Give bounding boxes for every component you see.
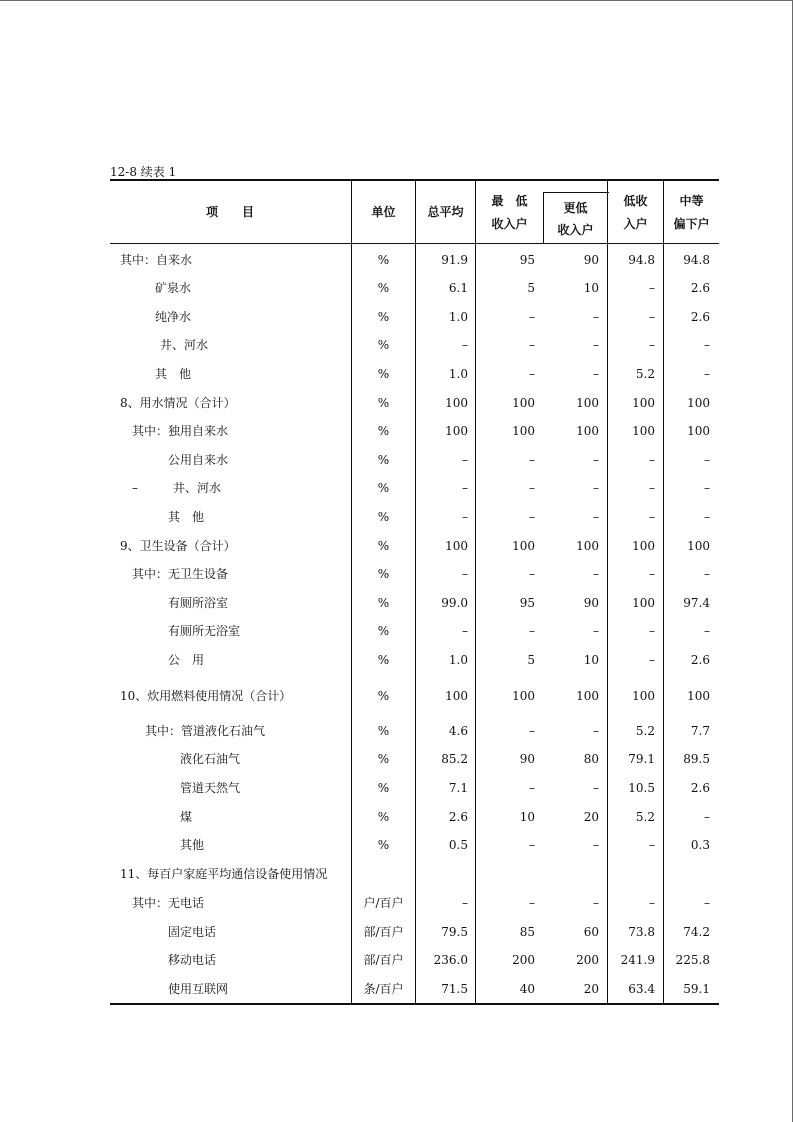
lower-middle-income-value: 225.8 (675, 953, 710, 967)
row-unit: % (377, 338, 390, 352)
lowest-income-value: 5 (527, 281, 535, 295)
low-income-value: 100 (632, 689, 655, 703)
header-low-income-line2: 入户 (623, 217, 648, 231)
row-label: 公 用 (168, 653, 205, 667)
total-average-value: 4.6 (448, 724, 468, 738)
low-income-value: – (649, 624, 655, 638)
low-income-value: 5.2 (635, 724, 655, 738)
total-average-value: – (462, 567, 468, 581)
lowest-income-value: – (529, 310, 535, 324)
row-label: 公用自来水 (168, 453, 229, 467)
lowest-income-value: 40 (519, 982, 535, 996)
total-average-value: 91.9 (441, 253, 468, 267)
row-unit: 户/百户 (363, 896, 404, 910)
lower-middle-income-value: 2.6 (690, 310, 710, 324)
lowest-income-value: – (529, 453, 535, 467)
lowest-income-value: 95 (519, 253, 535, 267)
lower-income-value: – (593, 838, 599, 852)
lower-income-value: – (593, 453, 599, 467)
row-unit: % (377, 567, 390, 581)
lower-middle-income-value: 97.4 (683, 596, 710, 610)
row-unit: % (377, 367, 390, 381)
row-unit: % (377, 281, 390, 295)
row-label: 其中：自来水 (120, 253, 193, 267)
table-row (110, 246, 719, 274)
row-label: 煤 (180, 810, 193, 824)
row-unit: % (377, 838, 390, 852)
row-unit: % (377, 310, 390, 324)
low-income-value: – (649, 310, 655, 324)
table-row (110, 646, 719, 674)
lower-middle-income-value: – (704, 481, 710, 495)
lower-income-value: 60 (583, 925, 599, 939)
row-label: 使用互联网 (168, 982, 229, 996)
row-unit: % (377, 539, 390, 553)
row-label: 其中：管道液化石油气 (145, 724, 266, 738)
row-unit: % (377, 689, 390, 703)
lower-middle-income-value: 2.6 (690, 781, 710, 795)
lower-middle-income-value: 100 (687, 424, 710, 438)
low-income-value: 5.2 (635, 810, 655, 824)
lower-income-value: 100 (576, 424, 599, 438)
lowest-income-value: 90 (519, 752, 535, 766)
low-income-value: – (649, 453, 655, 467)
row-label: 井、河水 (173, 481, 222, 495)
lower-middle-income-value: 100 (687, 539, 710, 553)
lower-middle-income-value: – (704, 567, 710, 581)
lowest-income-value: 200 (512, 953, 535, 967)
table-row (110, 503, 719, 531)
row-unit: % (377, 253, 390, 267)
lowest-income-value: – (529, 567, 535, 581)
low-income-value: – (649, 653, 655, 667)
lowest-income-value: 100 (512, 539, 535, 553)
lower-income-value: – (593, 510, 599, 524)
row-label: 液化石油气 (180, 752, 241, 766)
row-label: 管道天然气 (180, 781, 241, 795)
low-income-value: 241.9 (620, 953, 655, 967)
header-lower-middle-line2: 偏下户 (673, 217, 710, 231)
total-average-value: – (462, 453, 468, 467)
row-label: 矿泉水 (155, 281, 192, 295)
lowest-income-value: 10 (519, 810, 535, 824)
lower-middle-income-value: 89.5 (683, 752, 710, 766)
lowest-income-value: – (529, 724, 535, 738)
total-average-value: 79.5 (441, 925, 468, 939)
row-label: 其 他 (168, 510, 205, 524)
lowest-income-value: – (529, 510, 535, 524)
row-unit: % (377, 724, 390, 738)
table-row (110, 889, 719, 917)
table-row (110, 803, 719, 831)
low-income-value: – (649, 338, 655, 352)
total-average-value: 85.2 (441, 752, 468, 766)
total-average-value: 100 (445, 539, 468, 553)
total-average-value: 71.5 (441, 982, 468, 996)
table-row (110, 474, 719, 502)
table-row (110, 975, 719, 1003)
low-income-value: 100 (632, 539, 655, 553)
table-row (110, 560, 719, 588)
low-income-value: – (649, 896, 655, 910)
lower-income-value: 100 (576, 539, 599, 553)
lower-income-value: – (593, 338, 599, 352)
table-row (110, 745, 719, 773)
table-row (110, 331, 719, 359)
lower-income-value: – (593, 896, 599, 910)
header-unit: 单位 (371, 205, 396, 219)
table-row (110, 360, 719, 388)
lowest-income-value: 85 (519, 925, 535, 939)
row-label: 其中：独用自来水 (132, 424, 229, 438)
row-unit: % (377, 453, 390, 467)
total-average-value: 1.0 (448, 653, 468, 667)
row-unit: % (377, 396, 390, 410)
lower-income-value: 20 (583, 810, 599, 824)
lower-income-value: 200 (576, 953, 599, 967)
lowest-income-value: 100 (512, 396, 535, 410)
table-row (110, 532, 719, 560)
lowest-income-value: – (529, 367, 535, 381)
table-row (110, 417, 719, 445)
low-income-value: 94.8 (628, 253, 655, 267)
row-label: 8、用水情况（合计） (120, 396, 236, 410)
low-income-value: 100 (632, 396, 655, 410)
page-border-top (0, 0, 793, 1)
total-average-value: – (462, 624, 468, 638)
lower-middle-income-value: 2.6 (690, 281, 710, 295)
header-lowest-income-line2: 收入户 (491, 217, 528, 231)
lowest-income-value: – (529, 896, 535, 910)
lowest-income-value: – (529, 781, 535, 795)
row-unit: % (377, 810, 390, 824)
table-row (110, 274, 719, 302)
lowest-income-value: – (529, 838, 535, 852)
table-row (110, 831, 719, 859)
total-average-value: 0.5 (448, 838, 468, 852)
lower-income-value: 10 (583, 653, 599, 667)
lower-middle-income-value: – (704, 510, 710, 524)
lower-middle-income-value: 94.8 (683, 253, 710, 267)
row-label: 其中：无电话 (132, 896, 205, 910)
row-label: 有厕所无浴室 (168, 624, 241, 638)
lower-income-value: 90 (583, 596, 599, 610)
low-income-value: 10.5 (628, 781, 655, 795)
low-income-value: – (649, 481, 655, 495)
table-row (110, 918, 719, 946)
total-average-value: – (462, 338, 468, 352)
low-income-value: 63.4 (628, 982, 655, 996)
lower-income-value: – (593, 724, 599, 738)
total-average-value: – (462, 510, 468, 524)
lowest-income-value: – (529, 481, 535, 495)
lower-middle-income-value: – (704, 453, 710, 467)
lower-middle-income-value: 0.3 (690, 838, 710, 852)
row-unit: % (377, 624, 390, 638)
low-income-value: 100 (632, 596, 655, 610)
row-label: 其 他 (155, 367, 192, 381)
table-row (110, 774, 719, 802)
lower-income-value: 20 (583, 982, 599, 996)
lower-middle-income-value: 7.7 (690, 724, 710, 738)
lower-middle-income-value: 59.1 (683, 982, 710, 996)
row-label: 其他 (180, 838, 205, 852)
table-row (110, 946, 719, 974)
total-average-value: 2.6 (448, 810, 468, 824)
table-row (110, 682, 719, 710)
lower-income-value: – (593, 481, 599, 495)
lower-income-value: 90 (583, 253, 599, 267)
row-label: – (132, 481, 138, 495)
total-average-value: – (462, 896, 468, 910)
table-row (110, 860, 719, 888)
lower-income-value: – (593, 367, 599, 381)
header-total-average: 总平均 (427, 205, 464, 219)
total-average-value: 1.0 (448, 367, 468, 381)
header-lower-middle-line1: 中等 (679, 194, 704, 208)
row-unit: % (377, 781, 390, 795)
total-average-value: 99.0 (441, 596, 468, 610)
header-lowest-income-line1: 最 低 (491, 194, 528, 208)
table-row (110, 617, 719, 645)
row-label: 其中：无卫生设备 (132, 567, 229, 581)
low-income-value: – (649, 510, 655, 524)
low-income-value: – (649, 567, 655, 581)
row-label: 固定电话 (168, 925, 217, 939)
total-average-value: 100 (445, 424, 468, 438)
lower-middle-income-value: 100 (687, 396, 710, 410)
lower-middle-income-value: – (704, 338, 710, 352)
header-item: 项 目 (205, 205, 254, 219)
total-average-value: 6.1 (448, 281, 468, 295)
total-average-value: 7.1 (448, 781, 468, 795)
table-row (110, 446, 719, 474)
lowest-income-value: 5 (527, 653, 535, 667)
lower-income-value: – (593, 310, 599, 324)
lowest-income-value: 95 (519, 596, 535, 610)
low-income-value: 79.1 (628, 752, 655, 766)
row-label: 10、炊用燃料使用情况（合计） (120, 689, 292, 703)
lowest-income-value: – (529, 624, 535, 638)
row-unit: % (377, 653, 390, 667)
lower-income-value: 100 (576, 689, 599, 703)
row-label: 纯净水 (155, 310, 192, 324)
lowest-income-value: 100 (512, 689, 535, 703)
row-label: 移动电话 (168, 953, 217, 967)
row-unit: % (377, 481, 390, 495)
lower-middle-income-value: 100 (687, 689, 710, 703)
lower-income-value: 80 (583, 752, 599, 766)
total-average-value: 100 (445, 689, 468, 703)
row-unit: % (377, 424, 390, 438)
table-row (110, 589, 719, 617)
lowest-income-value: 100 (512, 424, 535, 438)
low-income-value: 5.2 (635, 367, 655, 381)
low-income-value: – (649, 281, 655, 295)
lower-income-value: 100 (576, 396, 599, 410)
table-row (110, 303, 719, 331)
lowest-income-value: – (529, 338, 535, 352)
lower-middle-income-value: 2.6 (690, 653, 710, 667)
table-row (110, 389, 719, 417)
lower-middle-income-value: – (704, 810, 710, 824)
table-caption: 12-8 续表 1 (110, 165, 177, 179)
row-unit: 部/百户 (363, 925, 404, 939)
lower-middle-income-value: – (704, 624, 710, 638)
total-average-value: 1.0 (448, 310, 468, 324)
lower-income-value: – (593, 781, 599, 795)
low-income-value: 100 (632, 424, 655, 438)
lower-middle-income-value: – (704, 367, 710, 381)
low-income-value: 73.8 (628, 925, 655, 939)
table-row (110, 717, 719, 745)
row-unit: % (377, 510, 390, 524)
row-unit: % (377, 596, 390, 610)
row-unit: 部/百户 (363, 953, 404, 967)
total-average-value: 100 (445, 396, 468, 410)
header-lower-income-line1: 更低 (563, 201, 588, 215)
row-label: 井、河水 (160, 338, 209, 352)
lower-middle-income-value: – (704, 896, 710, 910)
header-lower-income-line2: 收入户 (557, 223, 594, 237)
lower-middle-income-value: 74.2 (683, 925, 710, 939)
row-unit: % (377, 752, 390, 766)
row-label: 有厕所浴室 (168, 596, 229, 610)
row-label: 11、每百户家庭平均通信设备使用情况 (120, 867, 328, 881)
total-average-value: – (462, 481, 468, 495)
row-label: 9、卫生设备（合计） (120, 539, 236, 553)
lower-income-value: – (593, 624, 599, 638)
lower-income-value: – (593, 567, 599, 581)
lower-income-value: 10 (583, 281, 599, 295)
low-income-value: – (649, 838, 655, 852)
total-average-value: 236.0 (433, 953, 468, 967)
header-low-income-line1: 低收 (623, 194, 648, 208)
row-unit: 条/百户 (363, 982, 404, 996)
